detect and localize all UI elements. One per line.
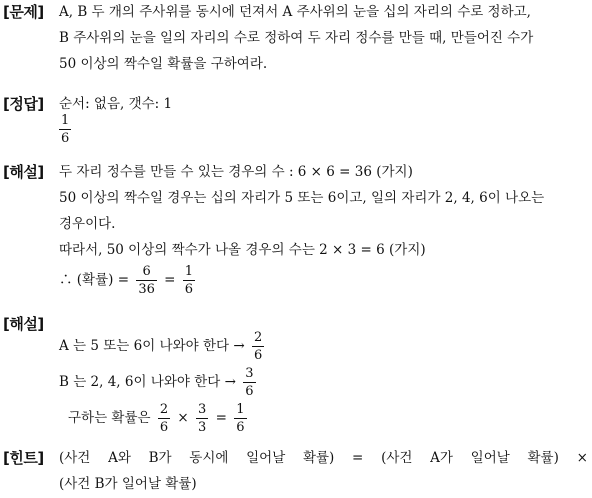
problem-line-1: A, B 두 개의 주사위를 동시에 던져서 A 주사위의 눈을 십의 자리의 수로 정하고, — [59, 4, 531, 20]
fraction-numerator: 1 — [236, 402, 245, 417]
probability-fraction-1 — [136, 265, 157, 296]
hint-line-2: (사건 B가 일어날 확률) — [59, 476, 197, 492]
solution2-body — [59, 328, 588, 436]
hint-word: × — [576, 450, 588, 466]
a-fraction — [252, 331, 264, 362]
hint-word: 확률) — [527, 450, 559, 466]
fraction-numerator: 2 — [253, 330, 263, 345]
a-condition-text: A 는 5 또는 6이 나와야 한다 → — [59, 338, 245, 354]
hint-word: 일어날 — [246, 450, 286, 466]
hint-word: (사건 — [381, 450, 413, 466]
answer-fraction-denominator: 6 — [61, 131, 70, 146]
answer-label: [정답] — [3, 95, 44, 113]
hint-word: 일어날 — [470, 450, 510, 466]
probability-prefix: ∴ (확률) = — [59, 272, 130, 288]
fraction-numerator: 6 — [142, 264, 151, 279]
fraction-denominator: 6 — [159, 420, 169, 435]
times-sign: × — [177, 410, 189, 426]
b-condition-text: B 는 2, 4, 6이 나와야 한다 → — [59, 374, 236, 390]
fraction-numerator: 2 — [159, 402, 169, 417]
probability-fraction-2 — [183, 265, 195, 296]
result-fraction-3 — [234, 403, 246, 434]
problem-line-2: B 주사위의 눈을 일의 자리의 수로 정하여 두 자리 정수를 만들 때, 만들어진 수가 — [59, 30, 534, 46]
solution2-line-b — [59, 364, 588, 400]
solution1-line-3: 경우이다. — [59, 216, 116, 232]
answer-fraction-numerator: 1 — [61, 113, 70, 128]
equals-sign: = — [164, 272, 176, 288]
problem-label: [문제] — [3, 3, 44, 21]
fraction-numerator: 3 — [198, 402, 207, 417]
problem-line-3: 50 이상의 짝수일 확률을 구하여라. — [59, 56, 268, 72]
answer-line: 순서: 없음, 갯수: 1 — [59, 96, 173, 112]
solution2-label: [해설] — [3, 315, 44, 333]
hint-line-1 — [59, 446, 588, 472]
fraction-denominator: 3 — [198, 420, 207, 435]
fraction-denominator: 6 — [236, 420, 245, 435]
solution2-line-a — [59, 328, 588, 364]
hint-word: 동시에 — [189, 450, 229, 466]
answer-fraction-row — [59, 114, 588, 145]
solution1-label: [해설] — [3, 163, 44, 181]
hint-body — [59, 446, 588, 498]
fraction-denominator: 6 — [184, 282, 194, 297]
fraction-denominator: 6 — [253, 348, 263, 363]
equals-sign: = — [215, 410, 227, 426]
hint-word: B가 — [148, 450, 172, 466]
result-text: 구하는 확률은 — [68, 410, 151, 426]
solution1-body — [59, 160, 588, 296]
solution2-line-c — [59, 400, 588, 436]
b-fraction — [243, 367, 255, 398]
result-fraction-2 — [196, 403, 208, 434]
problem-body — [59, 0, 588, 78]
fraction-denominator: 6 — [245, 384, 254, 399]
hint-word: (사건 — [59, 450, 91, 466]
result-fraction-1 — [158, 403, 170, 434]
hint-word: A가 — [430, 450, 453, 466]
hint-word: A와 — [108, 450, 131, 466]
hint-label: [힌트] — [3, 449, 44, 467]
answer-body — [59, 92, 588, 145]
fraction-denominator: 36 — [138, 282, 155, 297]
answer-fraction — [59, 114, 71, 145]
fraction-numerator: 3 — [245, 366, 254, 381]
solution1-line-2: 50 이상의 짝수일 경우는 십의 자리가 5 또는 6이고, 일의 자리가 2, 4, 6이 나오는 — [59, 190, 545, 206]
solution1-line-1: 두 자리 정수를 만들 수 있는 경우의 수 : 6 × 6 = 36 (가지) — [59, 164, 413, 180]
fraction-numerator: 1 — [184, 264, 194, 279]
hint-word: 확률) — [302, 450, 335, 466]
solution1-line-5 — [59, 264, 588, 296]
solution1-line-4: 따라서, 50 이상의 짝수가 나올 경우의 수는 2 × 3 = 6 (가지) — [59, 242, 426, 258]
hint-word: = — [352, 450, 364, 466]
